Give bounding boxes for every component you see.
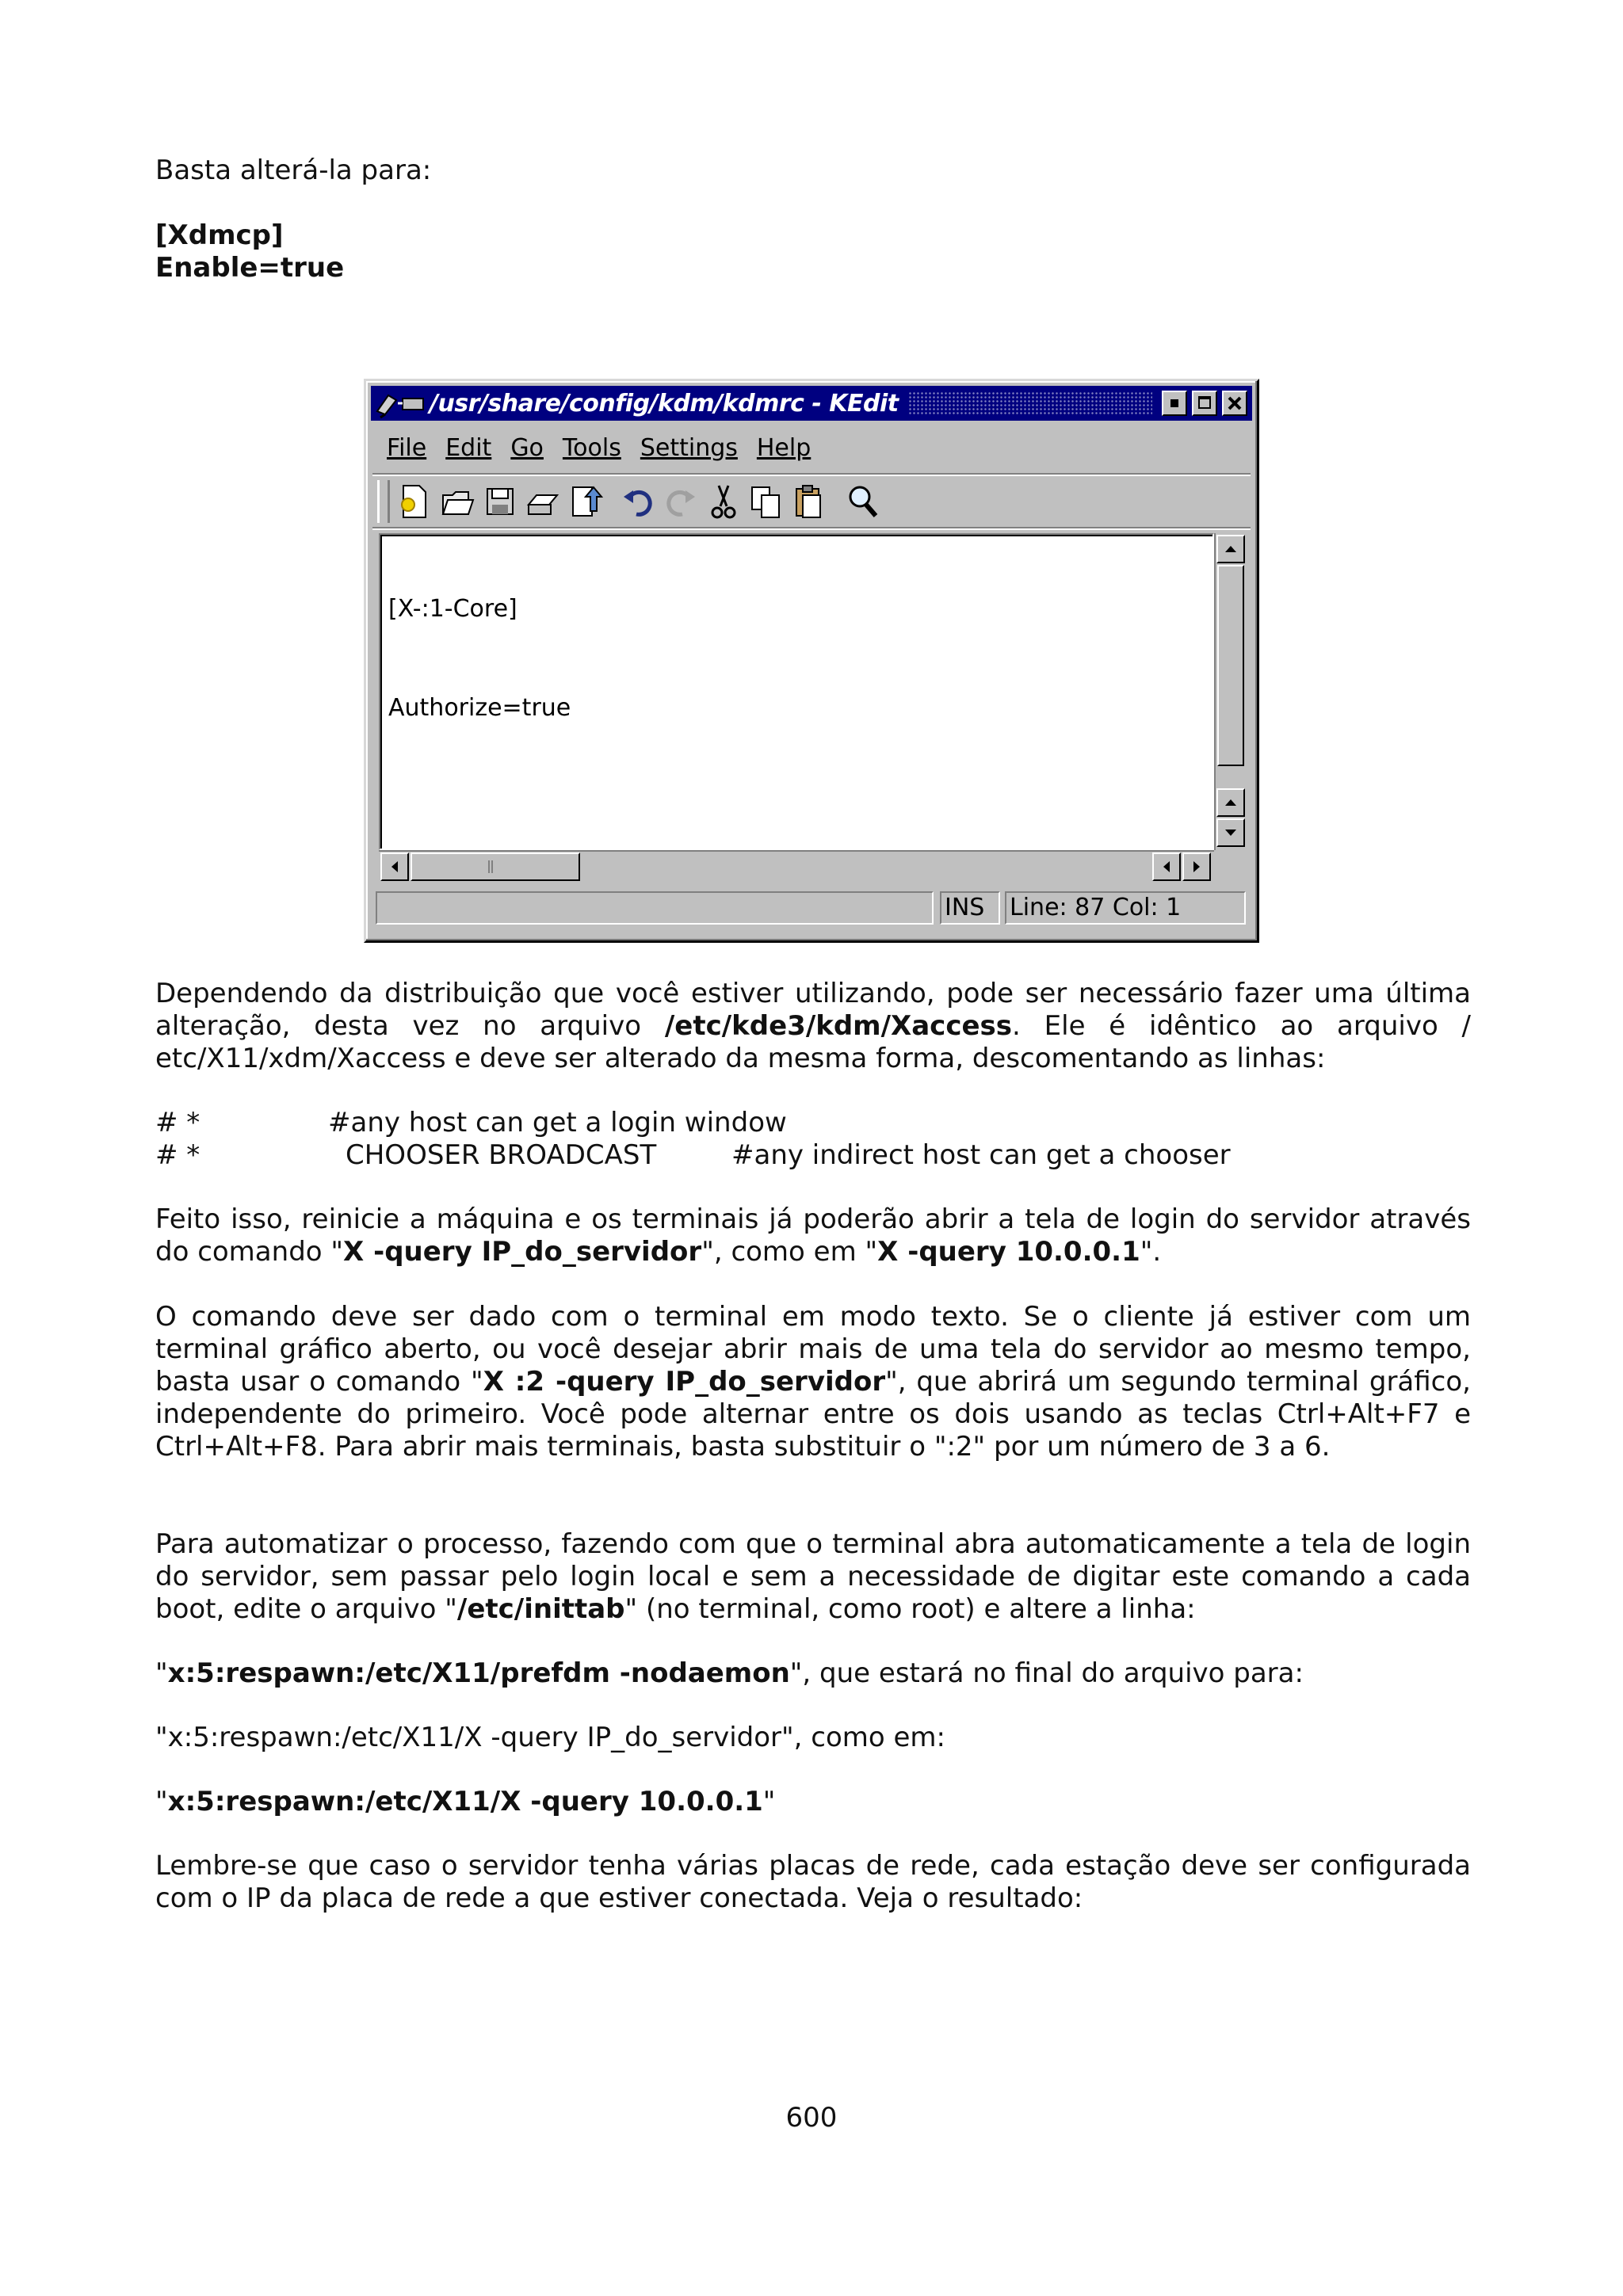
- paragraph: "x:5:respawn:/etc/X11/prefdm -nodaemon", que estará no final do arquivo para:: [155, 1657, 1304, 1689]
- print-button[interactable]: [525, 481, 561, 522]
- arrow-down-icon: [1223, 825, 1239, 841]
- code-line-enable: Enable=true: [155, 252, 345, 284]
- mail-send-icon: [568, 482, 603, 521]
- status-mode: INS: [940, 891, 1000, 925]
- paragraph: O comando deve ser dado com o terminal em modo texto. Se o cliente já estiver com um terminal gráfico aberto, ou você desejar abrir mais de uma tela do servidor ao mesmo tempo, basta usar o comando "X :2 -query IP_do_servidor", que abrirá um segundo terminal gráfico, independente do primeiro. Você pode alternar entre os dois usando as teclas Ctrl+Alt+F7 e Ctrl+Alt+F8. Para abrir mais terminais, basta substituir o ":2" por um número de 3 a 6.: [155, 1301, 1471, 1463]
- menu-edit[interactable]: Edit: [445, 433, 492, 462]
- kedit-window: [364, 379, 1259, 943]
- toolbar-handle[interactable]: [377, 480, 390, 523]
- arrow-left-icon: [1159, 859, 1174, 875]
- scroll-down-button[interactable]: [1216, 818, 1245, 847]
- arrow-left-icon: [387, 859, 403, 875]
- config-line: # * CHOOSER BROADCAST #any indirect host can get a chooser: [155, 1139, 1231, 1171]
- close-icon: [1224, 392, 1246, 414]
- menu-go[interactable]: Go: [510, 433, 544, 462]
- maximize-button[interactable]: [1192, 391, 1217, 416]
- titlebar-grip: [908, 391, 1152, 415]
- menu-file[interactable]: File: [387, 433, 427, 462]
- code-line-section: [Xdmcp]: [155, 219, 284, 251]
- vertical-scroll-thumb[interactable]: [1217, 565, 1244, 766]
- status-message: [376, 891, 934, 925]
- paragraph: "x:5:respawn:/etc/X11/X -query IP_do_servidor", como em:: [155, 1722, 946, 1753]
- close-button[interactable]: [1222, 391, 1247, 416]
- paragraph: Para automatizar o processo, fazendo com que o terminal abra automaticamente a tela de login do servidor, sem passar pelo login local e sem a necessidade de digitar este comando a cada boot, edite o arquivo "/etc/inittab" (no terminal, como root) e altere a linha:: [155, 1528, 1471, 1625]
- new-file-button[interactable]: [396, 481, 433, 522]
- redo-button[interactable]: [663, 481, 699, 522]
- minimize-button[interactable]: [1162, 391, 1187, 416]
- scroll-right-button[interactable]: [1182, 852, 1211, 881]
- find-button[interactable]: [843, 481, 880, 522]
- redo-icon: [663, 482, 698, 521]
- minimize-icon: [1170, 399, 1178, 407]
- toolbar: [372, 473, 1251, 530]
- arrow-up-icon: [1223, 795, 1239, 810]
- page-number: 600: [785, 2102, 838, 2134]
- kedit-app-icon[interactable]: [374, 387, 426, 419]
- intro-text: Basta alterá-la para:: [155, 154, 432, 186]
- horizontal-scrollbar[interactable]: [379, 850, 1214, 882]
- undo-button[interactable]: [620, 481, 656, 522]
- menu-settings[interactable]: Settings: [640, 433, 738, 462]
- paragraph: Feito isso, reinicie a máquina e os terminais já poderão abrir a tela de login do servidor através do comando "X -query IP_do_servidor", como em "X -query 10.0.0.1".: [155, 1203, 1471, 1268]
- maximize-icon: [1198, 396, 1211, 409]
- find-magnifier-icon: [844, 482, 879, 521]
- paragraph: "x:5:respawn:/etc/X11/X -query 10.0.0.1": [155, 1786, 776, 1817]
- menu-help[interactable]: Help: [756, 433, 812, 462]
- scroll-page-up-button[interactable]: [1216, 788, 1245, 817]
- status-position: Line: 87 Col: 1: [1005, 891, 1246, 925]
- menu-bar: [376, 425, 1247, 470]
- paragraph: Dependendo da distribuição que você estiver utilizando, pode ser necessário fazer uma última alteração, desta vez no arquivo /etc/kde3/kdm/Xaccess. Ele é idêntico ao arquivo / etc/X11/xdm/Xaccess e deve ser alterado da mesma forma, descomentando as linhas:: [155, 978, 1471, 1074]
- editor-line: [388, 790, 774, 823]
- vertical-scrollbar[interactable]: [1214, 533, 1246, 850]
- paragraph: Lembre-se que caso o servidor tenha várias placas de rede, cada estação deve ser configurada com o IP da placa de rede a que estiver conectada. Veja o resultado:: [155, 1850, 1471, 1914]
- scroll-up-button[interactable]: [1216, 535, 1245, 563]
- horizontal-scroll-thumb[interactable]: [411, 852, 580, 881]
- paste-button[interactable]: [791, 481, 827, 522]
- mail-button[interactable]: [567, 481, 604, 522]
- copy-icon: [749, 482, 784, 521]
- open-folder-icon: [440, 482, 475, 521]
- editor-line: [X-:1-Core]: [388, 595, 517, 623]
- editor-line: Authorize=true: [388, 693, 571, 722]
- save-button[interactable]: [482, 481, 518, 522]
- new-file-icon: [397, 482, 432, 521]
- copy-button[interactable]: [748, 481, 785, 522]
- arrow-right-icon: [1189, 859, 1205, 875]
- status-bar: [376, 891, 1247, 926]
- undo-icon: [621, 482, 655, 521]
- window-title: /usr/share/config/kdm/kdmrc - KEdit: [430, 389, 899, 418]
- scroll-left-button[interactable]: [380, 852, 409, 881]
- window-titlebar[interactable]: [371, 386, 1252, 421]
- scroll-right-page-button[interactable]: [1152, 852, 1181, 881]
- text-editor-area[interactable]: [379, 533, 1214, 850]
- scroll-grip: [488, 860, 493, 873]
- cut-scissors-icon: [706, 482, 741, 521]
- open-button[interactable]: [439, 481, 475, 522]
- save-disk-icon: [483, 482, 517, 521]
- config-line: # * #any host can get a login window: [155, 1107, 787, 1138]
- paste-icon: [792, 482, 827, 521]
- cut-button[interactable]: [705, 481, 742, 522]
- arrow-up-icon: [1223, 541, 1239, 557]
- menu-tools[interactable]: Tools: [562, 433, 621, 462]
- print-icon: [525, 482, 560, 521]
